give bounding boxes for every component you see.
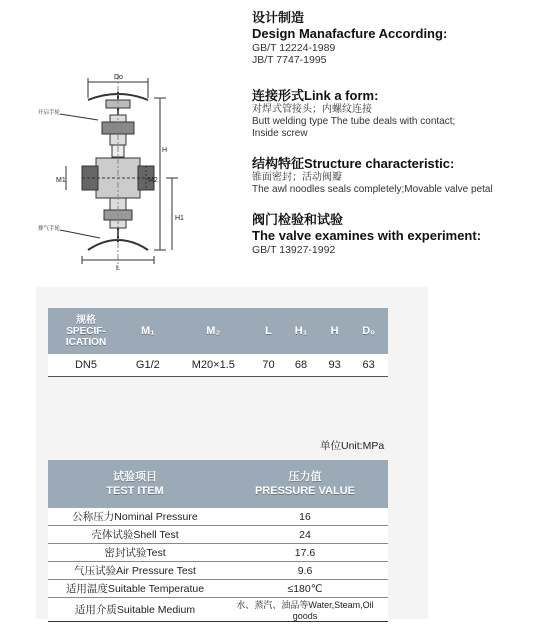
spec-cell-m2: M20×1.5	[172, 354, 255, 377]
test-item: 壳体试验Shell Test	[48, 526, 222, 544]
spec-cell-d0: 63	[349, 354, 388, 377]
structure-line-2: The awl noodles seals completely;Movable valve petal	[252, 184, 493, 195]
link-title: 连接形式Link a form:	[252, 88, 379, 103]
spec-header-row	[48, 308, 388, 354]
link-line-2: Butt welding type The tube deals with contact;	[252, 116, 456, 127]
spec-header-en2: ICATION	[65, 336, 107, 348]
spec-header-d0: D₀	[349, 308, 388, 354]
table-row	[48, 580, 388, 598]
link-line-3: Inside screw	[252, 128, 308, 139]
test-item: 气压试验Air Pressure Test	[48, 562, 222, 580]
design-standard-2: JB/T 7747-1995	[252, 54, 327, 66]
callout-vent-handwheel: 排气手轮	[38, 226, 61, 232]
design-section	[252, 10, 542, 66]
table-row	[48, 526, 388, 544]
test-header-row	[48, 460, 388, 508]
spec-cell-l: 70	[255, 354, 282, 377]
spec-cell-dn: DN5	[48, 354, 124, 377]
test-header-value-zh: 压力值	[288, 471, 322, 483]
callout-open-handwheel: 开启手轮	[38, 110, 61, 116]
test-table	[48, 460, 388, 622]
test-item: 适用温度Suitable Temperatue	[48, 580, 222, 598]
table-row	[48, 544, 388, 562]
test-item: 适用介质Suitable Medium	[48, 598, 222, 622]
spec-header-h: H	[320, 308, 349, 354]
experiment-standard: GB/T 13927-1992	[252, 244, 336, 256]
dim-do-label: Do	[114, 74, 123, 81]
design-title-zh: 设计制造	[252, 10, 305, 25]
unit-label: 单位Unit:MPa	[320, 440, 385, 452]
valve-drawing	[38, 70, 228, 275]
test-value: 水、蒸汽、油品等Water,Steam,Oil goods	[222, 598, 388, 622]
spec-header-m2: M₂	[172, 308, 255, 354]
spec-header-l: L	[255, 308, 282, 354]
test-header-value	[222, 460, 388, 508]
table-row	[48, 562, 388, 580]
spec-header-m1: M₁	[124, 308, 172, 354]
design-standard-1: GB/T 12224-1989	[252, 42, 336, 54]
test-value: 9.6	[222, 562, 388, 580]
link-line-1: 对焊式管接头；内螺纹连接	[252, 104, 372, 115]
test-header-item	[48, 460, 222, 508]
structure-line-1: 锥面密封；活动阀瓣	[252, 172, 342, 183]
experiment-title-zh: 阀门检验和试验	[252, 212, 344, 227]
test-item: 密封试验Test	[48, 544, 222, 562]
spec-cell-h1: 68	[282, 354, 320, 377]
dim-m2-label: M2	[148, 177, 158, 184]
test-item: 公称压力Nominal Pressure	[48, 508, 222, 526]
test-header-value-en: PRESSURE VALUE	[254, 485, 356, 497]
spec-header-h1: H₁	[282, 308, 320, 354]
test-value: 16	[222, 508, 388, 526]
table-row	[48, 598, 388, 622]
spec-header-specification	[48, 308, 124, 354]
structure-title: 结构特征Structure characteristic:	[252, 156, 455, 171]
test-header-item-en: TEST ITEM	[106, 485, 164, 497]
dim-h-label: H	[162, 147, 168, 154]
test-value: 17.6	[222, 544, 388, 562]
experiment-section	[252, 212, 542, 256]
table-row	[48, 354, 388, 377]
spec-table	[48, 308, 388, 377]
dim-l-label: L	[116, 265, 120, 272]
dim-m1-label: M1	[56, 177, 66, 184]
spec-cell-m1: G1/2	[124, 354, 172, 377]
spec-header-en1: SPECIF-	[66, 325, 106, 337]
design-title-en: Design Manafacfure According:	[252, 26, 448, 41]
test-value: ≤180℃	[222, 580, 388, 598]
table-row	[48, 508, 388, 526]
experiment-title-en: The valve examines with experiment:	[252, 228, 482, 243]
test-header-item-zh: 试验项目	[113, 471, 157, 483]
spec-cell-h: 93	[320, 354, 349, 377]
test-value: 24	[222, 526, 388, 544]
link-section	[252, 88, 542, 140]
spec-header-zh: 规格	[76, 314, 96, 326]
info-column	[252, 6, 542, 272]
structure-section	[252, 156, 542, 196]
dim-h1-label: H1	[175, 215, 184, 222]
